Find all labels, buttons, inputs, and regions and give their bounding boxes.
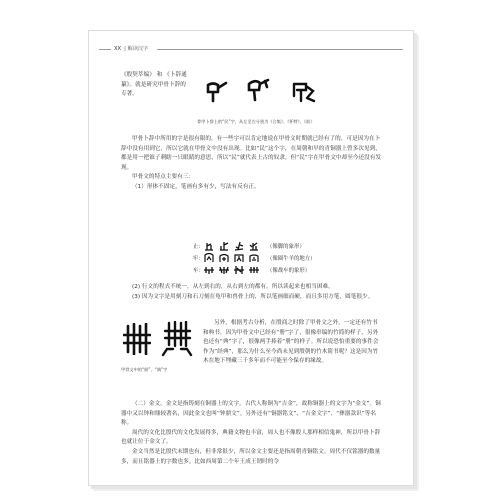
example-meaning: （像脚的象形） bbox=[267, 244, 305, 250]
che-glyph-a bbox=[203, 265, 215, 275]
paragraph-8: （二）金文。金文是指铸刻在铜器上的文字。古代人称铜为“吉金”，故称铜器上的文字为“金文”。铜器中又以钟和鼎较著名，因此金文也叫“钟鼎文”。另外还有“铜器铭文”、“吉金文字”、“彝器款识”等名称。 bbox=[121, 401, 381, 427]
oracle-min-glyph-1 bbox=[205, 81, 229, 103]
book-page bbox=[88, 30, 414, 486]
lao-glyph-b bbox=[218, 253, 230, 263]
paragraph-10: 金文当然是比殷代末期也有，但非常很少，所以金文主要还是指周朝青铜铭文。周代不仅铭器的数量多，而且铭器上的字数也多。比如西周第二个年王成王谓时的令 bbox=[121, 448, 381, 465]
example-glyphs bbox=[203, 253, 267, 263]
body-text-bottom bbox=[121, 400, 383, 467]
example-label: 止： bbox=[193, 244, 204, 250]
body-text-side bbox=[203, 319, 383, 367]
paragraph-5: (2) 行文的程式不统一，从左到右的，从右到左的都有，所以读起来也相当困难。 bbox=[132, 284, 334, 290]
page-header bbox=[89, 43, 413, 55]
paragraph-2: 甲骨卜辞中所用的字是很有限的，有一些字可以肯定地说在甲骨文时期就已经有了的，可是因为在卜辞中没有用到它，所以它就在甲骨文中没有出现。比如“民”这个字，在周朝和早的青铜器上曾多次见到，都是用一把锥子刺瞎一只眼睛的意思，所以“民”就代表上古的奴隶。但“民”字在甲骨文中却至今还没有发现。 bbox=[121, 136, 382, 171]
lao-glyph-c bbox=[233, 253, 245, 263]
example-meaning: （像圈牛羊的地方） bbox=[267, 256, 316, 262]
example-row-che bbox=[193, 264, 323, 276]
paragraph-1: 《殷契萃编》 和 《卜辞通纂》。就是研究甲骨卜辞的专著。 bbox=[121, 72, 187, 98]
lao-glyph-d bbox=[248, 253, 260, 263]
zhi-glyph-a bbox=[203, 241, 215, 251]
example-glyphs bbox=[203, 241, 267, 251]
example-label: 车： bbox=[193, 268, 204, 274]
oracle-dian-glyph bbox=[161, 321, 193, 357]
zhi-glyph-c bbox=[233, 241, 245, 251]
paragraph-9: 周代的文化比殷代的文化发展得多，典籍文物也丰富，周人也不像殷人那样相信鬼神，所以甲骨卜辞也就让位于金文了。 bbox=[121, 429, 381, 446]
header-title-box bbox=[111, 43, 157, 55]
che-glyph-c bbox=[233, 265, 245, 275]
oracle-min-glyph-3 bbox=[291, 81, 317, 103]
figure-side-caption: 甲骨文中的“册”、“典”字 bbox=[121, 367, 168, 372]
zhi-glyph-d bbox=[248, 241, 260, 251]
lao-glyph-a bbox=[203, 253, 215, 263]
paragraph-6: (3) 因为文字是用刻刀和石刀刻在龟甲和兽骨上的，所以笔画细而硬，而且多用方笔，圆笔很少。 bbox=[132, 293, 374, 300]
zhi-glyph-b bbox=[218, 241, 230, 251]
oracle-min-glyph-2 bbox=[245, 78, 271, 102]
body-text-mid bbox=[121, 283, 383, 302]
intro-text-column bbox=[121, 71, 187, 100]
figure-top-caption: 骨甲卜辞上的“民”字，从左至右分别为《合集》、《怀特》、《前》 bbox=[197, 119, 315, 124]
example-meaning: （像战车的象形） bbox=[267, 268, 311, 274]
paragraph-7: 另外，根据考古分析，在殷商之时除了甲骨文之外，一定还有竹书和典书。因为甲骨文中已经有“册”字了，很像串编的竹简的样子，另外也还有“典”字了，很像两手捧着“册”的样子。所以说恐怕重要的事件会作为“经典”，那么为什么至今尚未见到殷朝的竹木简书呢？这是因为竹木在地下埋藏三千多年而不可能至今保存的缘故。 bbox=[203, 320, 379, 365]
paragraph-4: （1）形体不固定，笔画有多有少，写法有反有正。 bbox=[132, 183, 260, 190]
running-title: | 解读汉字 bbox=[124, 46, 149, 52]
che-glyph-b bbox=[218, 265, 230, 275]
page-number: XX bbox=[114, 46, 122, 52]
oracle-ce-glyph bbox=[123, 323, 151, 355]
example-glyphs bbox=[203, 265, 267, 275]
body-text-top bbox=[121, 135, 383, 193]
paragraph-3: 甲骨文的特点主要有三： bbox=[132, 174, 195, 181]
oracle-variants-examples bbox=[193, 240, 323, 276]
example-label: 牢： bbox=[193, 256, 204, 262]
example-row-lao bbox=[193, 252, 323, 264]
che-glyph-d bbox=[248, 265, 260, 275]
example-row-zhi bbox=[193, 240, 323, 252]
